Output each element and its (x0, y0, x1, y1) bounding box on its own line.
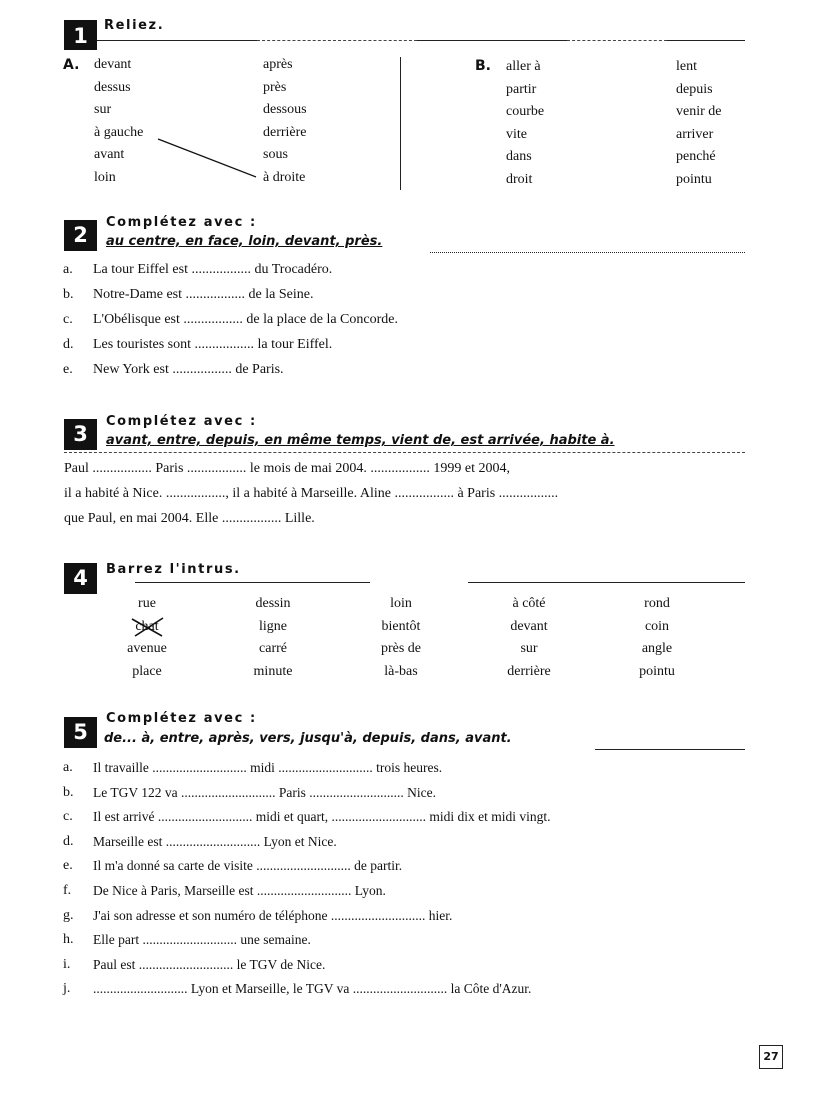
intrus-word: ligne (259, 618, 287, 634)
match-word-left: sur (94, 102, 112, 117)
item-letter: f. (63, 883, 72, 898)
exercise-2-number: 2 (64, 220, 97, 251)
exercise-1b-label: B. (475, 58, 491, 74)
item-letter: a. (63, 760, 73, 775)
paragraph-line: que Paul, en mai 2004. Elle ................. Lille. (64, 511, 315, 526)
match-word-right: à droite (263, 169, 306, 185)
intrus-word: angle (641, 641, 673, 656)
item-letter: h. (63, 932, 74, 948)
item-letter: d. (63, 337, 74, 352)
match-word-right: pointu (676, 171, 712, 187)
intrus-word: près de (380, 641, 422, 656)
paragraph-line: il a habité à Nice. ................., il a habité à Marseille. Aline ................. à Paris ................. (64, 486, 559, 501)
exercise-1-number: 1 (64, 20, 97, 50)
exercise-3-word-list: avant, entre, depuis, en même temps, vient de, est arrivée, habite à. (106, 433, 615, 448)
item-sentence: Il travaille ............................ midi ............................ trois heures. (93, 760, 443, 775)
intrus-word: là-bas (384, 663, 418, 679)
item-sentence: New York est ................. de Paris. (93, 362, 284, 377)
match-word-left: avant (94, 147, 125, 162)
exercise-3-title: Complétez avec : (106, 414, 257, 429)
match-word-right: près (263, 79, 287, 95)
exercise-1-rule-dashed-2 (567, 40, 667, 41)
item-letter: g. (63, 907, 74, 923)
item-sentence: Les touristes sont ................. la tour Eiffel. (93, 337, 333, 352)
match-word-right: sous (263, 147, 288, 162)
item-sentence: Le TGV 122 va ............................ Paris ............................ Nice. (93, 784, 436, 800)
exercise-5-rule (595, 749, 745, 750)
item-sentence: Marseille est ............................ Lyon et Nice. (93, 833, 337, 849)
exercise-4-rule (135, 582, 370, 583)
item-letter: b. (63, 784, 74, 800)
item-letter: a. (63, 262, 73, 277)
match-word-left: aller à (506, 59, 541, 74)
cross-out-mark (130, 616, 166, 638)
match-word-right: depuis (676, 81, 713, 97)
match-word-left: loin (94, 169, 116, 185)
item-letter: d. (63, 833, 74, 849)
item-letter: c. (63, 312, 73, 327)
match-word-left: partir (506, 81, 537, 97)
exercise-1-rule-2 (417, 40, 567, 41)
intrus-word: avenue (127, 641, 167, 656)
exercise-2-rule (430, 252, 745, 253)
exercise-3-rule (64, 452, 745, 453)
item-sentence: L'Obélisque est ................. de la place de la Concorde. (93, 312, 398, 327)
match-word-left: dessus (94, 79, 131, 95)
exercise-1-title: Reliez. (104, 18, 165, 33)
item-sentence: La tour Eiffel est ................. du Trocadéro. (93, 262, 333, 277)
exercise-1a-label: A. (63, 57, 80, 73)
item-sentence: Il m'a donné sa carte de visite ............................ de partir. (93, 858, 403, 874)
exercise-5-title: Complétez avec : (106, 711, 257, 726)
match-word-left: devant (94, 57, 132, 72)
item-letter: e. (63, 858, 73, 874)
intrus-word: rond (644, 596, 670, 611)
exercise-3-number: 3 (64, 419, 97, 450)
intrus-word: derrière (507, 663, 551, 679)
exercise-1-divider (400, 57, 401, 190)
match-word-left: courbe (506, 104, 545, 119)
page-number: 27 (759, 1045, 783, 1069)
intrus-word: bientôt (381, 618, 421, 634)
item-sentence: ............................ Lyon et Marseille, le TGV va ............................ la Côte d'Azur. (93, 981, 532, 997)
match-word-right: arriver (676, 126, 714, 142)
exercise-5-word-list: de... à, entre, après, vers, jusqu'à, depuis, dans, avant. (104, 731, 512, 746)
item-letter: j. (63, 981, 71, 997)
item-letter: b. (63, 287, 74, 302)
match-word-right: après (263, 57, 293, 72)
item-letter: i. (63, 956, 71, 972)
match-word-left: à gauche (94, 124, 144, 140)
intrus-word: rue (138, 596, 156, 611)
exercise-4-title: Barrez l'intrus. (106, 562, 241, 577)
paragraph-line: Paul ................. Paris ................. le mois de mai 2004. ................. 1999 et 2004, (64, 461, 511, 476)
item-sentence: Notre-Dame est ................. de la Seine. (93, 287, 314, 302)
exercise-1-rule-3 (667, 40, 745, 41)
match-word-left: dans (506, 149, 532, 164)
intrus-word: loin (390, 596, 412, 611)
intrus-word: chat (135, 618, 159, 634)
exercise-1-rule (97, 40, 257, 41)
exercise-2-word-list: au centre, en face, loin, devant, près. (106, 234, 383, 249)
item-sentence: Il est arrivé ............................ midi et quart, ............................ midi dix et midi vingt. (93, 809, 551, 825)
exercise-2-title: Complétez avec : (106, 215, 257, 230)
item-sentence: De Nice à Paris, Marseille est ............................ Lyon. (93, 883, 386, 898)
intrus-word: pointu (639, 663, 675, 679)
intrus-word: à côté (512, 596, 546, 611)
intrus-word: minute (253, 663, 293, 679)
exercise-5-number: 5 (64, 717, 97, 748)
intrus-word: coin (644, 618, 670, 634)
intrus-word: sur (520, 641, 538, 656)
item-letter: c. (63, 809, 73, 825)
intrus-word: place (132, 663, 162, 679)
intrus-word: carré (259, 641, 287, 656)
item-letter: e. (63, 362, 73, 377)
item-sentence: Elle part ............................ une semaine. (93, 932, 311, 948)
intrus-word: dessin (255, 596, 291, 611)
match-word-right: dessous (263, 102, 307, 117)
match-word-right: derrière (263, 124, 307, 140)
match-word-left: vite (506, 126, 527, 142)
item-sentence: Paul est ............................ le TGV de Nice. (93, 956, 326, 972)
exercise-1-rule-dashed (257, 40, 417, 41)
match-word-right: lent (676, 59, 697, 74)
item-sentence: J'ai son adresse et son numéro de téléphone ............................ hier. (93, 907, 453, 923)
intrus-word: devant (510, 618, 548, 634)
exercise-4-rule-2 (468, 582, 745, 583)
connecting-line (155, 136, 260, 181)
exercise-4-number: 4 (64, 563, 97, 594)
match-word-right: penché (676, 149, 716, 164)
match-word-left: droit (506, 171, 533, 187)
match-word-right: venir de (676, 104, 722, 119)
